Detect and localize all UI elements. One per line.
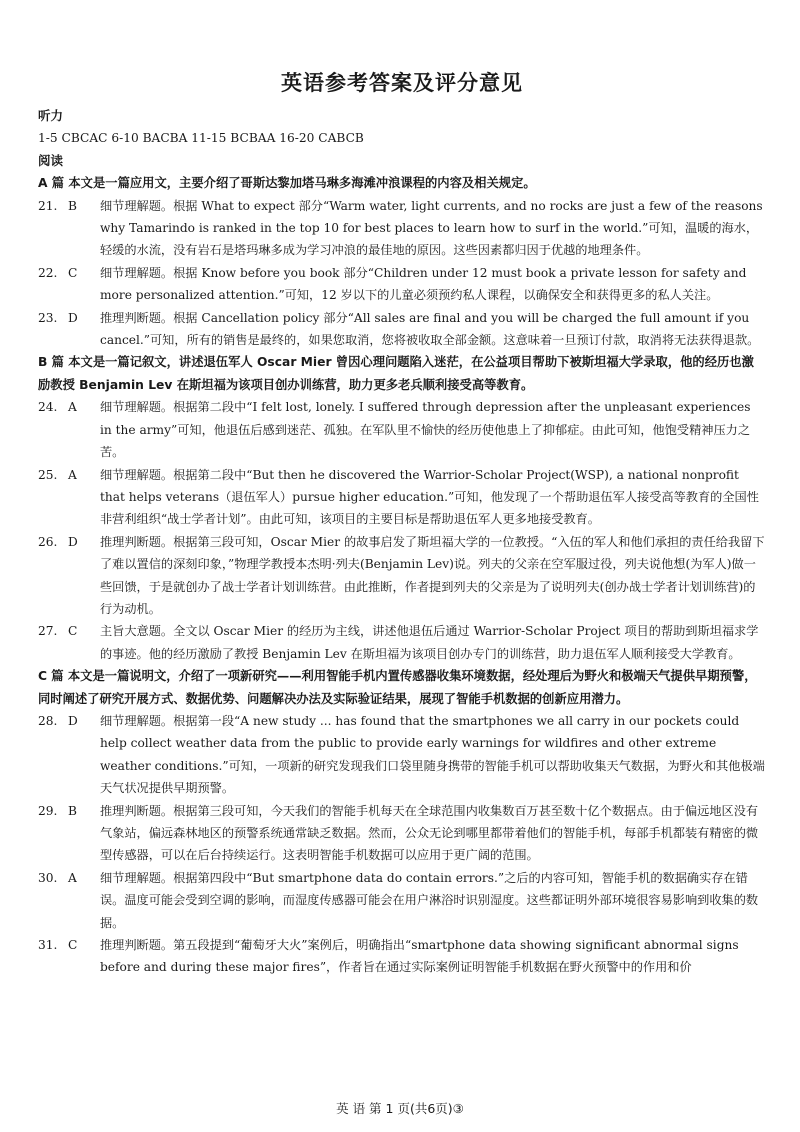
section-a-summary: A 篇 本文是一篇应用文，主要介绍了哥斯达黎加塔马琳多海滩冲浪课程的内容及相关规定。	[38, 176, 536, 191]
answer-letter: C	[68, 938, 78, 953]
explanation-text: 主旨大意题。全文以 Oscar Mier 的经历为主线，讲述他退伍后通过 Warrior-Scholar Project 项目的帮助到斯坦福求学的事迹。他的经历激励了教授 Benjamin Lev 在斯坦福为该项目创办专门的训练营，助力退伍军人顺利接受大学教育。	[100, 624, 759, 661]
explanation-text: 推理判断题。根据第三段可知，Oscar Mier 的故事启发了斯坦福大学的一位教授。“入伍的军人和他们承担的责任给我留下了难以置信的深刻印象，”物理学教授本杰明·列夫(Benjamin Lev)说。列夫的父亲在空军服过役，列夫说他想(为军人)做一些回馈，于是就创办了战士学者计划训练营。由此推断，作者提到列夫的父亲是为了说明列夫(创办战士学者计划训练营)的行为动机。	[100, 534, 765, 616]
explanation-text: 推理判断题。根据 Cancellation policy 部分“All sales are final and you will be charged the full amount if you cancel.”可知，所有的销售是最终的，如果您取消，您将被收取全部金额。这意味着一旦预订付款，取消将无法获得退款。	[100, 310, 760, 348]
answer-letter: A	[68, 400, 77, 415]
answer-item-29	[38, 800, 766, 867]
listening-answers: 1-5 CBCAC 6-10 BACBA 11-15 BCBAA 16-20 CABCB	[38, 131, 364, 146]
section-b-summary: B 篇 本文是一篇记叙文，讲述退伍军人 Oscar Mier 曾因心理问题陷入迷茫，在公益项目帮助下被斯坦福大学录取，他的经历也激励教授 Benjamin Lev 在斯坦福为该项目创办训练营，助力更多老兵顺利接受高等教育。	[38, 355, 754, 392]
explanation-text: 细节理解题。根据 Know before you book 部分“Children under 12 must book a private lesson for safety and more personalized attention.”可知，12 岁以下的儿童必须预约私人课程，以确保安全和获得更多的私人关注。	[100, 265, 747, 303]
answer-letter: B	[68, 198, 77, 213]
answer-letter: D	[68, 534, 78, 549]
question-number: 23.	[38, 310, 58, 325]
reading-heading: 阅读	[38, 152, 64, 168]
question-number: 24.	[38, 400, 58, 415]
question-number: 22.	[38, 265, 58, 280]
answer-item-27	[38, 620, 766, 665]
question-number: 30.	[38, 870, 58, 885]
question-number: 27.	[38, 624, 58, 639]
listening-heading: 听力	[38, 108, 64, 123]
answer-item-24	[38, 396, 766, 463]
question-number: 25.	[38, 467, 58, 482]
answer-item-26	[38, 531, 766, 621]
explanation-text: 推理判断题。第五段提到“葡萄牙大火”案例后，明确指出“smartphone data showing significant abnormal signs before and during these major fires”，作者旨在通过实际案例证明智能手机数据在野火预警中的作用和价	[100, 938, 739, 975]
answer-letter: D	[68, 310, 78, 325]
answer-item-25	[38, 464, 766, 531]
question-number: 26.	[38, 534, 58, 549]
question-number: 31.	[38, 938, 58, 953]
answer-letter: C	[68, 624, 78, 639]
answer-letter: A	[68, 467, 77, 482]
answer-item-22	[38, 262, 766, 307]
question-number: 28.	[38, 713, 58, 728]
answer-letter: C	[68, 265, 78, 280]
explanation-text: 细节理解题。根据第一段“A new study ... has found that the smartphones we all carry in our pockets could help collect weather data from the public to provide early warnings for wildfires and other extreme weather conditions.”可知，一项新的研究发现我们口袋里随身携带的智能手机可以帮助收集天气数据，为野火和其他极端天气状况提供早期预警。	[100, 713, 765, 796]
explanation-text: 细节理解题。根据第二段中“I felt lost, lonely. I suffered through depression after the unpleasant experiences in the army”可知，他退伍后感到迷茫、孤独。在军队里不愉快的经历使他患上了抑郁症。由此可知，他饱受精神压力之苦。	[100, 400, 751, 460]
answer-item-21	[38, 195, 766, 262]
answer-item-28	[38, 710, 766, 800]
section-c-summary: C 篇 本文是一篇说明文，介绍了一项新研究——利用智能手机内置传感器收集环境数据，经处理后为野火和极端天气提供早期预警，同时阐述了研究开展方式、数据优势、问题解决办法及实际验证结果，展现了智能手机数据的创新应用潜力。	[38, 669, 757, 706]
explanation-text: 推理判断题。根据第三段可知，今天我们的智能手机每天在全球范围内收集数百万甚至数十亿个数据点。由于偏远地区没有气象站，偏远森林地区的预警系统通常缺乏数据。然而，公众无论到哪里都带着他们的智能手机，每部手机都装有精密的微型传感器，可以在后台持续运行。这表明智能手机数据可以应用于更广阔的范围。	[100, 803, 759, 863]
answer-item-30	[38, 867, 766, 934]
answer-letter: A	[68, 870, 77, 885]
answer-letter: B	[68, 803, 77, 818]
answer-item-31	[38, 934, 766, 979]
page-title: 英语参考答案及评分意见	[281, 71, 523, 95]
explanation-text: 细节理解题。根据 What to expect 部分“Warm water, light currents, and no rocks are just a few of the reasons why Tamarindo is ranked in the top 10 for best places to learn how to surf in the world.”可知，温暖的海水，轻缓的水流，没有岩石是塔玛琳多成为学习冲浪的最佳地的原因。这些因素都归因于优越的地理条件。	[100, 198, 763, 258]
page-footer: 英 语 第 1 页(共6页)③	[336, 1101, 464, 1116]
answer-letter: D	[68, 713, 78, 728]
explanation-text: 细节理解题。根据第四段中“But smartphone data do contain errors.”之后的内容可知，智能手机的数据确实存在错误。温度可能会受到空调的影响，而湿度传感器可能会在用户淋浴时识别湿度。这些都证明外部环境很容易影响到收集的数据。	[100, 870, 759, 930]
question-number: 21.	[38, 198, 58, 213]
question-number: 29.	[38, 803, 58, 818]
answer-item-23	[38, 307, 766, 352]
explanation-text: 细节理解题。根据第二段中“But then he discovered the Warrior-Scholar Project(WSP), a national nonprofit that helps veterans（退伍军人）pursue higher education.”可知，他发现了一个帮助退伍军人接受高等教育的全国性非营利组织“战士学者计划”。由此可知，该项目的主要目标是帮助退伍军人更多地接受教育。	[100, 467, 759, 527]
